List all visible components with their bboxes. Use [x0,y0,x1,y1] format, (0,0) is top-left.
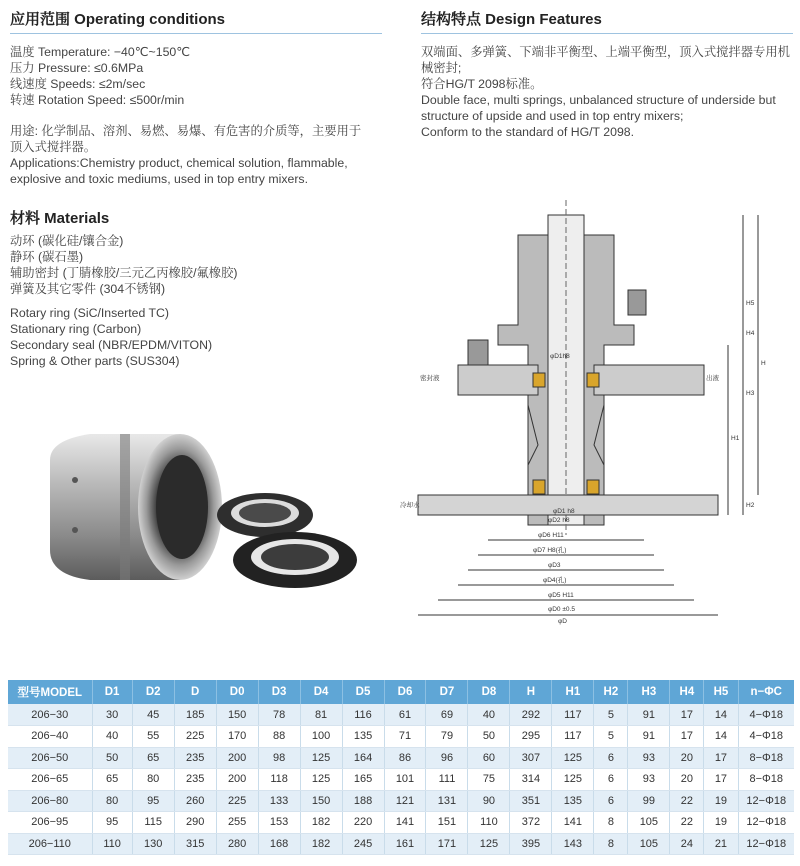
col-nc: n−ΦC [738,680,794,704]
operating-title: 应用范围 Operating conditions [10,11,226,28]
value-cell: 21 [704,833,738,855]
value-cell: 164 [342,747,384,769]
materials-title: 材料 Materials [10,210,110,227]
value-cell: 105 [628,812,670,834]
value-cell: 98 [258,747,300,769]
model-cell: 206−80 [8,790,92,812]
model-cell: 206−50 [8,747,92,769]
design-cn-1: 双端面、多弹簧、下端非平衡型、上端平衡型，顶入式搅拌器专用机械密封; [421,45,790,75]
value-cell: 88 [258,726,300,748]
value-cell: 161 [384,833,426,855]
value-cell: 225 [216,790,258,812]
table-row [8,790,794,812]
material-cn-1: 动环 (碳化硅/镶合金) [10,234,124,248]
value-cell: 20 [670,769,704,791]
value-cell: 50 [468,726,510,748]
speed-line: 线速度 Speeds: ≤2m/sec [10,77,146,91]
table-row [8,704,794,726]
table-row [8,769,794,791]
value-cell: 101 [384,769,426,791]
rotation-line: 转速 Rotation Speed: ≤500r/min [10,93,185,107]
value-cell: 69 [426,704,468,726]
value-cell: 8−Φ18 [738,747,794,769]
value-cell: 182 [300,833,342,855]
label-h3: H3 [746,390,755,397]
label-seal-liquid: 密封液 [420,375,440,382]
value-cell: 395 [510,833,552,855]
value-cell: 8−Φ18 [738,769,794,791]
applications-en: Applications:Chemistry product, chemical solution, flammable, explosive and toxic mediums, used in top entry mixers. [10,156,348,186]
value-cell: 130 [132,833,174,855]
value-cell: 86 [384,747,426,769]
col-h4: H4 [670,680,704,704]
applications [10,123,372,187]
value-cell: 22 [670,790,704,812]
value-cell: 65 [92,769,132,791]
value-cell: 95 [92,812,132,834]
value-cell: 153 [258,812,300,834]
value-cell: 255 [216,812,258,834]
material-en-3: Secondary seal (NBR/EPDM/VITON) [10,338,213,352]
value-cell: 65 [132,747,174,769]
materials-list [10,233,382,369]
value-cell: 235 [174,769,216,791]
operating-lines [10,44,382,108]
value-cell: 118 [258,769,300,791]
value-cell: 5 [594,704,628,726]
value-cell: 40 [468,704,510,726]
product-photo [20,420,400,610]
value-cell: 5 [594,726,628,748]
value-cell: 4−Φ18 [738,726,794,748]
value-cell: 295 [510,726,552,748]
value-cell: 12−Φ18 [738,790,794,812]
value-cell: 71 [384,726,426,748]
value-cell: 200 [216,769,258,791]
value-cell: 135 [552,790,594,812]
value-cell: 78 [258,704,300,726]
value-cell: 280 [216,833,258,855]
table-row [8,726,794,748]
model-cell: 206−30 [8,704,92,726]
value-cell: 125 [468,833,510,855]
label-d: φD [558,618,567,625]
value-cell: 55 [132,726,174,748]
value-cell: 95 [132,790,174,812]
value-cell: 351 [510,790,552,812]
value-cell: 235 [174,747,216,769]
value-cell: 93 [628,747,670,769]
material-en-2: Stationary ring (Carbon) [10,322,142,336]
material-cn-3: 辅助密封 (丁腈橡胶/三元乙丙橡胶/氟橡胶) [10,266,238,280]
model-cell: 206−110 [8,833,92,855]
value-cell: 315 [174,833,216,855]
value-cell: 17 [670,704,704,726]
table-row [8,747,794,769]
value-cell: 131 [426,790,468,812]
col-d0: D0 [216,680,258,704]
col-d: D [174,680,216,704]
value-cell: 121 [384,790,426,812]
label-outlet: 出液 [706,375,719,382]
value-cell: 141 [384,812,426,834]
col-model: 型号MODEL [8,680,92,704]
applications-cn: 用途: 化学制品、溶剂、易燃、易爆、有危害的介质等，主要用于顶入式搅拌器。 [10,124,362,154]
value-cell: 116 [342,704,384,726]
value-cell: 79 [426,726,468,748]
value-cell: 4−Φ18 [738,704,794,726]
value-cell: 45 [132,704,174,726]
label-d1: φD1 h8 [553,508,575,515]
value-cell: 151 [426,812,468,834]
seal-cross-section-diagram [398,195,798,625]
col-d3: D3 [258,680,300,704]
value-cell: 17 [670,726,704,748]
value-cell: 91 [628,726,670,748]
model-cell: 206−95 [8,812,92,834]
col-h: H [510,680,552,704]
value-cell: 6 [594,769,628,791]
label-h2: H2 [746,502,755,509]
value-cell: 19 [704,790,738,812]
value-cell: 14 [704,704,738,726]
label-h5: H5 [746,300,755,307]
model-cell: 206−65 [8,769,92,791]
material-en-1: Rotary ring (SiC/Inserted TC) [10,306,169,320]
value-cell: 185 [174,704,216,726]
design-en-1: Double face, multi springs, unbalanced structure of underside but structure of upside and used in top entry mixers; [421,93,776,123]
value-cell: 60 [468,747,510,769]
value-cell: 314 [510,769,552,791]
value-cell: 171 [426,833,468,855]
value-cell: 75 [468,769,510,791]
col-d1: D1 [92,680,132,704]
value-cell: 14 [704,726,738,748]
value-cell: 170 [216,726,258,748]
col-d4: D4 [300,680,342,704]
design-rule [421,33,793,34]
value-cell: 125 [300,769,342,791]
value-cell: 150 [216,704,258,726]
value-cell: 105 [628,833,670,855]
table-header-row [8,680,794,704]
value-cell: 188 [342,790,384,812]
temperature-line: 温度 Temperature: −40℃~150℃ [10,45,191,59]
model-cell: 206−40 [8,726,92,748]
table-row [8,833,794,855]
value-cell: 307 [510,747,552,769]
label-d1h8: φD1h8 [550,353,570,360]
value-cell: 17 [704,769,738,791]
value-cell: 182 [300,812,342,834]
value-cell: 292 [510,704,552,726]
value-cell: 168 [258,833,300,855]
value-cell: 80 [132,769,174,791]
design-cn-2: 符合HG/T 2098标准。 [421,77,543,91]
label-d2: φD2 h8 [548,517,570,524]
value-cell: 91 [628,704,670,726]
value-cell: 8 [594,812,628,834]
col-d2: D2 [132,680,174,704]
label-d0: φD0 ±0.5 [548,606,575,613]
dimensions-table [8,680,794,855]
value-cell: 125 [552,747,594,769]
value-cell: 125 [552,769,594,791]
value-cell: 6 [594,790,628,812]
label-d6: φD6 H11 [538,532,564,539]
value-cell: 12−Φ18 [738,812,794,834]
value-cell: 19 [704,812,738,834]
design-text [421,44,791,140]
label-h: H [761,360,766,367]
value-cell: 143 [552,833,594,855]
col-d8: D8 [468,680,510,704]
value-cell: 12−Φ18 [738,833,794,855]
value-cell: 30 [92,704,132,726]
value-cell: 150 [300,790,342,812]
material-cn-4: 弹簧及其它零件 (304不锈钢) [10,282,166,296]
col-d6: D6 [384,680,426,704]
value-cell: 6 [594,747,628,769]
value-cell: 245 [342,833,384,855]
label-cooling-water: 冷却水 [400,502,420,509]
value-cell: 117 [552,726,594,748]
value-cell: 90 [468,790,510,812]
value-cell: 110 [468,812,510,834]
label-d7: φD7 H8(孔) [533,547,567,554]
table-row [8,812,794,834]
value-cell: 110 [92,833,132,855]
label-d5: φD5 H11 [548,592,574,599]
design-en-2: Conform to the standard of HG/T 2098. [421,125,635,139]
value-cell: 100 [300,726,342,748]
value-cell: 81 [300,704,342,726]
pressure-line: 压力 Pressure: ≤0.6MPa [10,61,144,75]
value-cell: 40 [92,726,132,748]
col-h5: H5 [704,680,738,704]
value-cell: 93 [628,769,670,791]
value-cell: 200 [216,747,258,769]
label-d3: φD3 [548,562,561,569]
value-cell: 260 [174,790,216,812]
value-cell: 50 [92,747,132,769]
label-d4: φD4(孔) [543,577,567,584]
label-h1: H1 [731,435,740,442]
material-en-4: Spring & Other parts (SUS304) [10,354,180,368]
col-h1: H1 [552,680,594,704]
value-cell: 115 [132,812,174,834]
label-h4: H4 [746,330,755,337]
value-cell: 290 [174,812,216,834]
value-cell: 96 [426,747,468,769]
col-d5: D5 [342,680,384,704]
value-cell: 141 [552,812,594,834]
operating-rule [10,33,382,34]
value-cell: 80 [92,790,132,812]
value-cell: 372 [510,812,552,834]
design-title: 结构特点 Design Features [421,11,602,28]
value-cell: 22 [670,812,704,834]
value-cell: 133 [258,790,300,812]
value-cell: 125 [300,747,342,769]
value-cell: 8 [594,833,628,855]
value-cell: 111 [426,769,468,791]
value-cell: 135 [342,726,384,748]
material-cn-2: 静环 (碳石墨) [10,250,84,264]
value-cell: 165 [342,769,384,791]
col-d7: D7 [426,680,468,704]
col-h3: H3 [628,680,670,704]
col-h2: H2 [594,680,628,704]
value-cell: 61 [384,704,426,726]
value-cell: 99 [628,790,670,812]
value-cell: 220 [342,812,384,834]
value-cell: 20 [670,747,704,769]
value-cell: 24 [670,833,704,855]
value-cell: 117 [552,704,594,726]
value-cell: 225 [174,726,216,748]
value-cell: 17 [704,747,738,769]
